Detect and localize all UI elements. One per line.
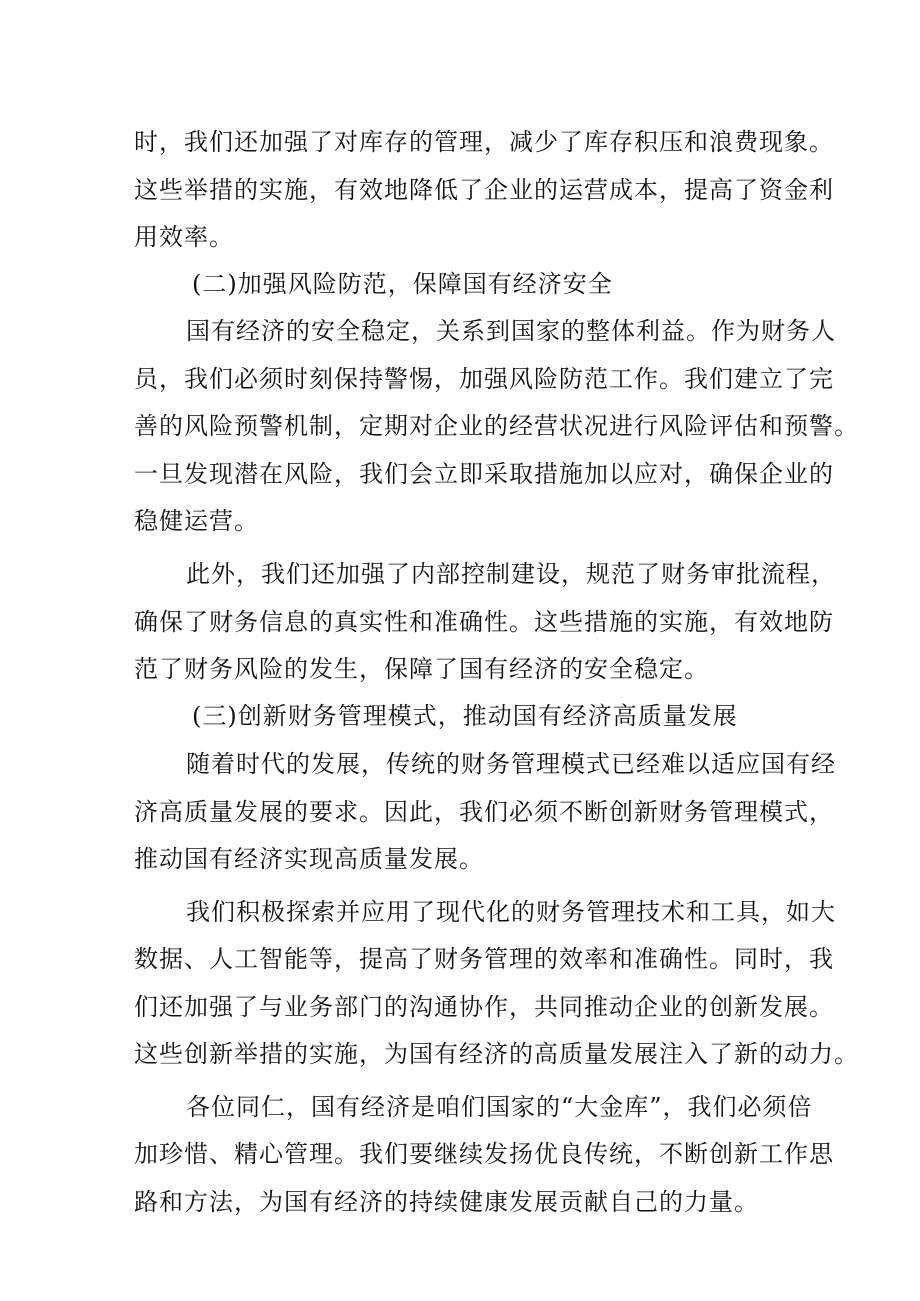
text-line-22: 加珍惜、精心管理。我们要继续发扬优良传统，不断创新工作思 — [134, 1140, 834, 1168]
text-line-8: 一旦发现潜在风险，我们会立即采取措施加以应对，确保企业的 — [134, 460, 834, 488]
text-line-19: 们还加强了与业务部门的沟通协作，共同推动企业的创新发展。 — [134, 993, 834, 1021]
text-line-17: 我们积极探索并应用了现代化的财务管理技术和工具，如大 — [186, 898, 836, 926]
text-line-10: 此外，我们还加强了内部控制建设，规范了财务审批流程， — [186, 560, 836, 588]
text-line-5: 国有经济的安全稳定，关系到国家的整体利益。作为财务人 — [186, 317, 836, 345]
section-heading-3: (三)创新财务管理模式，推动国有经济高质量发展 — [192, 702, 738, 730]
text-line-20: 这些创新举措的实施，为国有经济的高质量发展注入了新的动力。 — [134, 1040, 859, 1068]
text-line-9: 稳健运营。 — [134, 507, 259, 535]
text-line-1: 时，我们还加强了对库存的管理，减少了库存积压和浪费现象。 — [134, 128, 834, 156]
text-line-12: 范了财务风险的发生，保障了国有经济的安全稳定。 — [134, 655, 709, 683]
text-line-3: 用效率。 — [134, 223, 234, 251]
text-line-2: 这些举措的实施，有效地降低了企业的运营成本，提高了资金利 — [134, 176, 834, 204]
text-line-16: 推动国有经济实现高质量发展。 — [134, 845, 484, 873]
text-line-21: 各位同仁，国有经济是咱们国家的“大金库”，我们必须倍 — [186, 1093, 813, 1121]
section-heading-2: (二)加强风险防范，保障国有经济安全 — [192, 270, 613, 298]
text-line-15: 济高质量发展的要求。因此，我们必须不断创新财务管理模式， — [134, 798, 834, 826]
text-line-18: 数据、人工智能等，提高了财务管理的效率和准确性。同时，我 — [134, 945, 834, 973]
text-line-14: 随着时代的发展，传统的财务管理模式已经难以适应国有经 — [186, 750, 836, 778]
text-line-23: 路和方法，为国有经济的持续健康发展贡献自己的力量。 — [134, 1188, 759, 1216]
text-line-6: 员，我们必须时刻保持警惕，加强风险防范工作。我们建立了完 — [134, 365, 834, 393]
text-line-7: 善的风险预警机制，定期对企业的经营状况进行风险评估和预警。 — [134, 412, 859, 440]
text-line-11: 确保了财务信息的真实性和准确性。这些措施的实施，有效地防 — [134, 608, 834, 636]
